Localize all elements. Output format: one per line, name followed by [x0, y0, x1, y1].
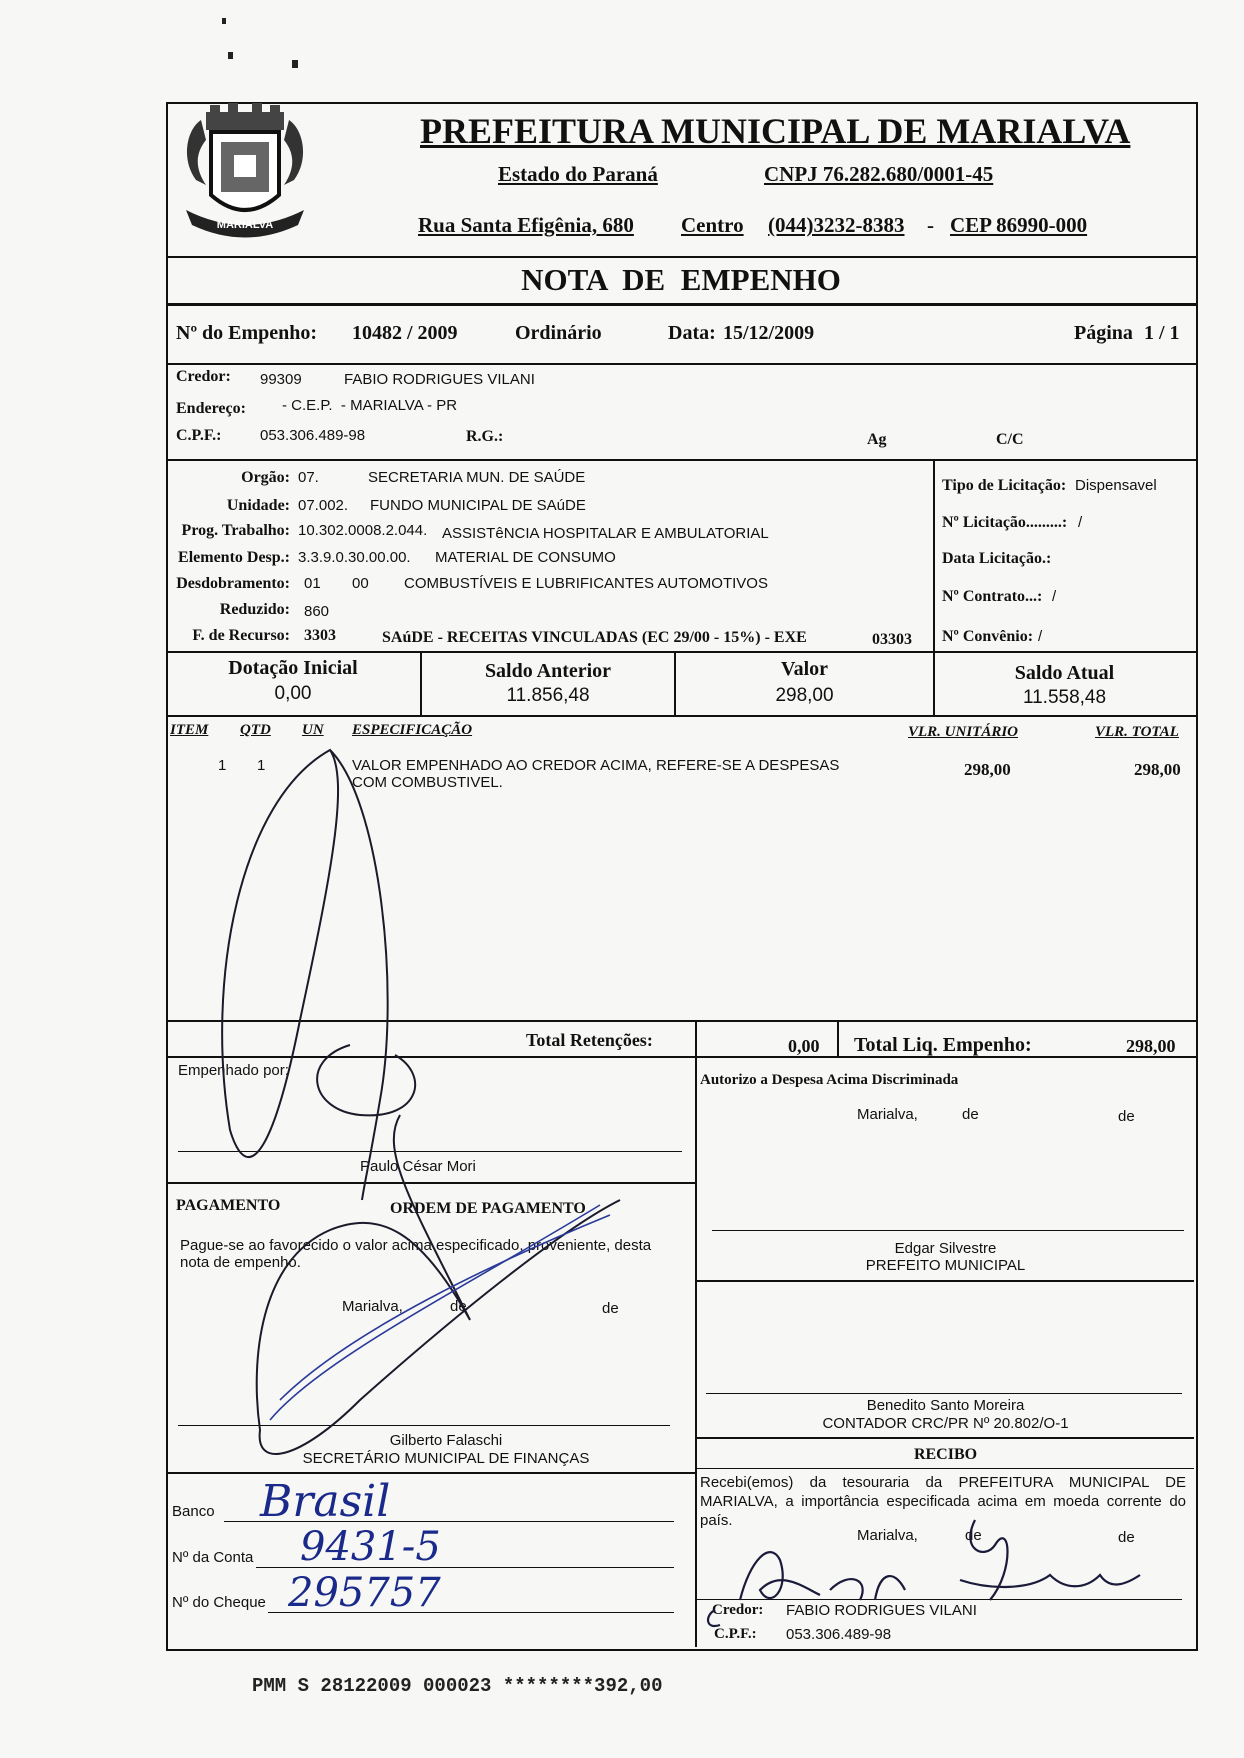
header-phone: (044)3232-8383	[768, 213, 905, 237]
page-number: 1 / 1	[1144, 322, 1180, 344]
svg-text:MARIALVA: MARIALVA	[216, 219, 274, 231]
pagamento-de1: de	[450, 1298, 467, 1315]
header-dash: -	[927, 213, 934, 237]
fonte-label: F. de Recurso:	[192, 627, 290, 644]
fonte-value: SAúDE - RECEITAS VINCULADAS (EC 29/00 - 15%) - EXE	[382, 629, 807, 646]
secretario-name: Gilberto Falaschi	[389, 1432, 503, 1449]
prog-label: Prog. Trabalho:	[181, 522, 290, 539]
conta-label: Nº da Conta	[172, 1549, 254, 1566]
dotacao-inicial-label: Dotação Inicial	[228, 657, 358, 679]
total-retencoes-value: 0,00	[788, 1036, 820, 1056]
desdobramento-a: 01	[304, 575, 321, 592]
recibo-cpf-value: 053.306.489-98	[786, 1626, 892, 1643]
total-retencoes-label: Total Retenções:	[526, 1030, 653, 1050]
dotacao-inicial-value: 0,00	[274, 683, 312, 704]
pagamento-text-line1: Pague-se ao favorecido o valor acima especificado, proveniente, desta	[180, 1237, 652, 1254]
total-liquido-value: 298,00	[1126, 1036, 1176, 1056]
header-cnpj: CNPJ 76.282.680/0001-45	[764, 162, 994, 186]
saldo-atual-value: 11.558,48	[1022, 687, 1107, 708]
data-licitacao-label: Data Licitação.:	[942, 550, 1052, 567]
cc-label: C/C	[996, 431, 1024, 448]
cheque-label: Nº do Cheque	[172, 1594, 266, 1611]
desdobramento-value: COMBUSTÍVEIS E LUBRIFICANTES AUTOMOTIVOS	[404, 575, 768, 592]
recibo-de1: de	[965, 1527, 982, 1544]
contador-name: Benedito Santo Moreira	[866, 1397, 1025, 1414]
scan-speck	[222, 18, 226, 24]
empenhado-name: Paulo César Mori	[360, 1158, 476, 1175]
item-desc-line2: COM COMBUSTIVEL.	[352, 774, 503, 791]
empenhado-label: Empenhado por:	[178, 1062, 289, 1079]
orgao-code: 07.	[298, 469, 319, 486]
num-licitacao-value: /	[1078, 514, 1083, 531]
header-bairro: Centro	[681, 213, 744, 237]
item-unit-value: 298,00	[964, 760, 1011, 779]
unidade-label: Unidade:	[226, 497, 290, 514]
municipal-crest	[176, 100, 314, 250]
ordem-pagamento-label: ORDEM DE PAGAMENTO	[390, 1200, 586, 1217]
header-state: Estado do Paraná	[498, 162, 658, 186]
desdobramento-b: 00	[352, 575, 369, 592]
recibo-cpf-label: C.P.F.:	[714, 1626, 757, 1642]
ag-label: Ag	[867, 431, 887, 448]
fonte-number: 03303	[872, 631, 912, 648]
page-label: Página	[1074, 322, 1133, 344]
banco-handwritten: Brasil	[260, 1476, 391, 1527]
recibo-text-line3: país.	[700, 1512, 733, 1529]
doc-title: NOTA DE EMPENHO	[521, 262, 841, 297]
cheque-handwritten: 295757	[288, 1570, 441, 1616]
saldo-atual-label: Saldo Atual	[1014, 662, 1115, 684]
elemento-code: 3.3.9.0.30.00.00.	[298, 549, 411, 566]
reduzido-label: Reduzido:	[219, 601, 290, 618]
empenho-type: Ordinário	[515, 322, 602, 344]
autorizo-place: Marialva,	[857, 1106, 918, 1123]
secretario-title: SECRETÁRIO MUNICIPAL DE FINANÇAS	[302, 1450, 590, 1467]
elemento-label: Elemento Desp.:	[178, 549, 290, 566]
pagamento-place: Marialva,	[342, 1298, 403, 1315]
orgao-value: SECRETARIA MUN. DE SAÚDE	[368, 469, 586, 486]
saldo-anterior-value: 11.856,48	[506, 685, 590, 706]
prog-code: 10.302.0008.2.044.	[298, 522, 428, 539]
reduzido-value: 860	[304, 603, 330, 620]
col-vlr-unitario: VLR. UNITÁRIO	[908, 724, 1019, 740]
footer-stamp: PMM S 28122009 000023 ********392,00	[252, 1675, 663, 1697]
banco-label: Banco	[172, 1503, 215, 1520]
contador-title: CONTADOR CRC/PR Nº 20.802/O-1	[822, 1415, 1069, 1432]
rg-label: R.G.:	[466, 428, 504, 445]
contrato-label: Nº Contrato...:	[942, 588, 1043, 605]
item-number: 1	[218, 757, 227, 774]
scan-speck	[228, 52, 233, 59]
recibo-title: RECIBO	[913, 1446, 978, 1463]
endereco-label: Endereço:	[176, 400, 246, 417]
recibo-text-line2: MARIALVA, a importância especificada acima em moeda corrente do	[700, 1493, 1186, 1510]
cpf-value: 053.306.489-98	[260, 427, 366, 444]
pagamento-de2: de	[602, 1300, 619, 1317]
num-licitacao-label: Nº Licitação.........:	[942, 514, 1068, 531]
fonte-code: 3303	[304, 627, 336, 644]
valor-value: 298,00	[775, 685, 834, 706]
unidade-value: FUNDO MUNICIPAL DE SAúDE	[370, 497, 586, 514]
recibo-text-line1: Recebi(emos) da tesouraria da PREFEITURA MUNICIPAL DE	[700, 1474, 1186, 1491]
total-liquido-label: Total Liq. Empenho:	[854, 1034, 1032, 1056]
col-vlr-total: VLR. TOTAL	[1095, 724, 1179, 740]
scan-speck	[292, 60, 298, 68]
recibo-credor-name: FABIO RODRIGUES VILANI	[786, 1602, 977, 1619]
desdobramento-label: Desdobramento:	[176, 575, 290, 592]
prefeito-name: Edgar Silvestre	[894, 1240, 997, 1257]
autorizo-de2: de	[1118, 1108, 1135, 1125]
unidade-code: 07.002.	[298, 497, 349, 514]
empenho-number: 10482 / 2009	[352, 322, 458, 344]
valor-label: Valor	[780, 658, 829, 680]
tipo-licitacao-label: Tipo de Licitação:	[942, 477, 1067, 494]
autorizo-label: Autorizo a Despesa Acima Discriminada	[700, 1072, 959, 1088]
orgao-label: Orgão:	[241, 469, 290, 486]
tipo-licitacao-value: Dispensavel	[1075, 477, 1157, 494]
col-un: UN	[302, 722, 324, 738]
col-qtd: QTD	[240, 722, 271, 738]
recibo-place: Marialva,	[857, 1527, 918, 1544]
elemento-value: MATERIAL DE CONSUMO	[435, 549, 616, 566]
recibo-credor-label: Credor:	[712, 1602, 764, 1618]
item-total-value: 298,00	[1134, 760, 1181, 779]
header-cep: CEP 86990-000	[950, 213, 1088, 237]
prog-value: ASSISTêNCIA HOSPITALAR E AMBULATORIAL	[442, 525, 769, 542]
empenho-date-label: Data:	[668, 322, 716, 344]
recibo-de2: de	[1118, 1529, 1135, 1546]
empenho-number-label: Nº do Empenho:	[176, 322, 318, 344]
endereco-value: - C.E.P. - MARIALVA - PR	[282, 397, 458, 414]
contrato-value: /	[1052, 588, 1057, 605]
cpf-label: C.P.F.:	[176, 427, 222, 444]
col-item: ITEM	[170, 722, 209, 738]
empenho-date: 15/12/2009	[723, 322, 815, 344]
autorizo-de1: de	[962, 1106, 979, 1123]
convenio-label: Nº Convênio:	[942, 628, 1034, 645]
saldo-anterior-label: Saldo Anterior	[484, 660, 612, 682]
page-title: PREFEITURA MUNICIPAL DE MARIALVA	[420, 111, 1131, 151]
credor-name: FABIO RODRIGUES VILANI	[344, 371, 535, 388]
convenio-value: /	[1038, 628, 1043, 645]
item-qtd: 1	[257, 757, 266, 774]
conta-handwritten: 9431-5	[300, 1524, 441, 1570]
credor-label: Credor:	[176, 368, 231, 385]
pagamento-text-line2: nota de empenho.	[180, 1254, 301, 1271]
credor-code: 99309	[260, 371, 302, 388]
pagamento-label: PAGAMENTO	[176, 1197, 281, 1214]
prefeito-title: PREFEITO MUNICIPAL	[865, 1257, 1026, 1274]
header-address: Rua Santa Efigênia, 680	[418, 213, 634, 237]
item-desc-line1: VALOR EMPENHADO AO CREDOR ACIMA, REFERE-SE A DESPESAS	[352, 757, 840, 774]
col-especificacao: ESPECIFICAÇÃO	[352, 722, 473, 738]
